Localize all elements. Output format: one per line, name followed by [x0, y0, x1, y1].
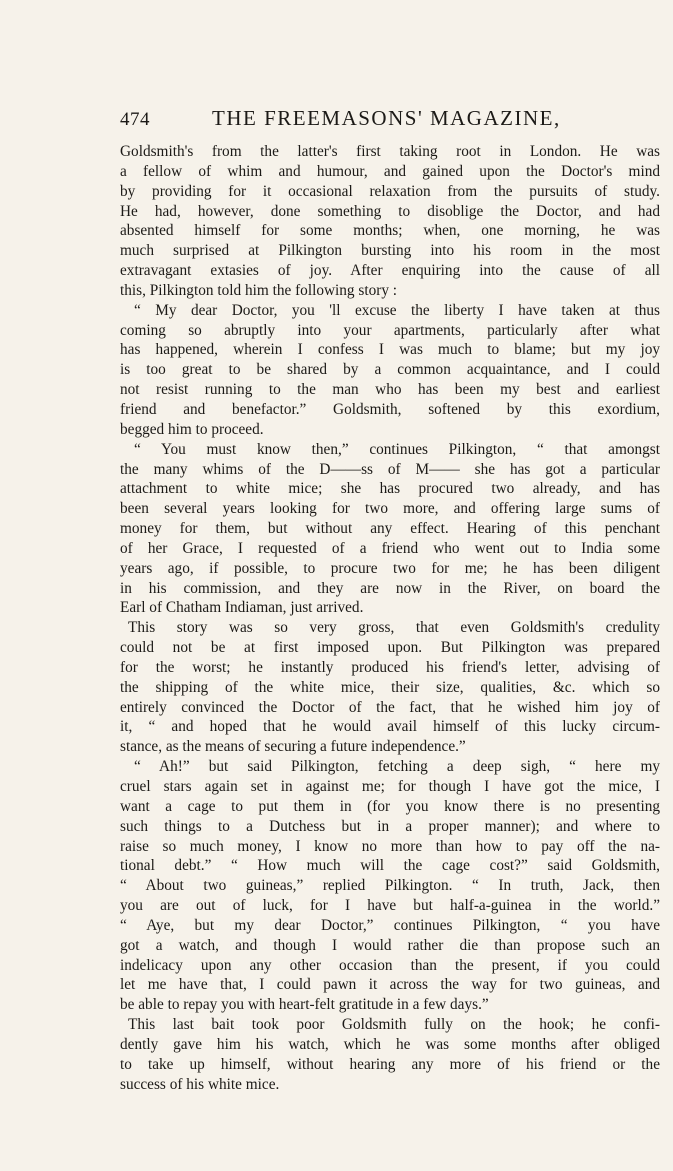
text-line: This story was so very gross, that even Goldsmith's credulity	[128, 619, 660, 637]
text-line: the shipping of the white mice, their size, qualities, &c. which so	[120, 678, 660, 696]
text-line: this, Pilkington told him the following story :	[120, 281, 398, 299]
text-line: absented himself for some months; when, one morning, he was	[120, 222, 660, 240]
text-line: success of his white mice.	[120, 1075, 280, 1093]
text-line: by providing for it occasional relaxation from the pursuits of study.	[120, 182, 660, 200]
text-line: it, “ and hoped that he would avail himself of this lucky circum-	[120, 718, 660, 736]
text-line: the many whims of the D——ss of M—— she has got a particular	[120, 460, 660, 478]
text-line: friend and benefactor.” Goldsmith, softened by this exordium,	[120, 400, 660, 418]
text-line: want a cage to put them in (for you know there is no presenting	[120, 797, 660, 815]
text-line: “ About two guineas,” replied Pilkington. “ In truth, Jack, then	[120, 877, 660, 895]
text-line: attachment to white mice; she has procured two already, and has	[120, 480, 660, 498]
text-line: of her Grace, I requested of a friend who went out to India some	[120, 539, 660, 557]
page-number: 474	[120, 109, 150, 130]
text-line: extravagant extasies of joy. After enquiring into the cause of all	[120, 262, 660, 280]
text-line: “ Aye, but my dear Doctor,” continues Pilkington, “ you have	[120, 916, 660, 934]
text-line: “ My dear Doctor, you 'll excuse the liberty I have taken at thus	[134, 301, 660, 319]
text-line: Earl of Chatham Indiaman, just arrived.	[120, 599, 364, 617]
text-line: is too great to be shared by a common acquaintance, and I could	[120, 361, 660, 379]
text-line: tional debt.” “ How much will the cage cost?” said Goldsmith,	[120, 857, 660, 875]
body-text	[120, 142, 660, 1095]
text-line: could not be at first imposed upon. But Pilkington was prepared	[120, 639, 660, 657]
text-line: got a watch, and though I would rather die than propose such an	[120, 936, 660, 954]
text-line: entirely convinced the Doctor of the fact, that he wished him joy of	[120, 698, 660, 716]
text-line: raise so much money, I know no more than how to pay off the na-	[120, 837, 660, 855]
text-line: for the worst; he instantly produced his friend's letter, advising of	[120, 658, 660, 676]
text-line: be able to repay you with heart-felt gratitude in a few days.”	[120, 996, 489, 1014]
page-header	[120, 106, 660, 140]
text-line: money for them, but without any effect. Hearing of this penchant	[120, 520, 660, 538]
text-line: been several years looking for two more, and offering large sums of	[120, 500, 660, 518]
text-line: in his commission, and they are now in the River, on board the	[120, 579, 660, 597]
text-line: This last bait took poor Goldsmith fully on the hook; he confi-	[128, 1016, 660, 1034]
text-line: dently gave him his watch, which he was some months after obliged	[120, 1035, 660, 1053]
text-line: “ Ah!” but said Pilkington, fetching a deep sigh, “ here my	[134, 758, 660, 776]
text-line: a fellow of whim and humour, and gained upon the Doctor's mind	[120, 162, 660, 180]
text-line: cruel stars again set in against me; for though I have got the mice, I	[120, 778, 660, 795]
text-line: has happened, wherein I confess I was much to blame; but my joy	[120, 341, 660, 359]
text-line: years ago, if possible, to procure two for me; he has been diligent	[120, 559, 660, 577]
text-line: begged him to proceed.	[120, 420, 264, 438]
running-title: THE FREEMASONS' MAGAZINE,	[212, 106, 561, 130]
text-line: He had, however, done something to disoblige the Doctor, and had	[120, 202, 660, 220]
text-line: such things to a Dutchess but in a proper manner); and where to	[120, 817, 660, 835]
text-line: “ You must know then,” continues Pilkington, “ that amongst	[134, 440, 660, 458]
text-line: not resist running to the man who has been my best and earliest	[120, 381, 660, 399]
text-line: you are out of luck, for I have but half-a-guinea in the world.”	[120, 897, 660, 915]
text-line: Goldsmith's from the latter's first taking root in London. He was	[120, 143, 660, 160]
text-line: stance, as the means of securing a future independence.”	[120, 738, 466, 756]
text-line: indelicacy upon any other occasion than the present, if you could	[120, 956, 660, 974]
text-line: let me have that, I could pawn it across the way for two guineas, and	[120, 976, 660, 994]
text-line: coming so abruptly into your apartments, particularly after what	[120, 321, 660, 339]
text-line: to take up himself, without hearing any more of his friend or the	[120, 1055, 660, 1073]
text-line: much surprised at Pilkington bursting into his room in the most	[120, 242, 660, 260]
